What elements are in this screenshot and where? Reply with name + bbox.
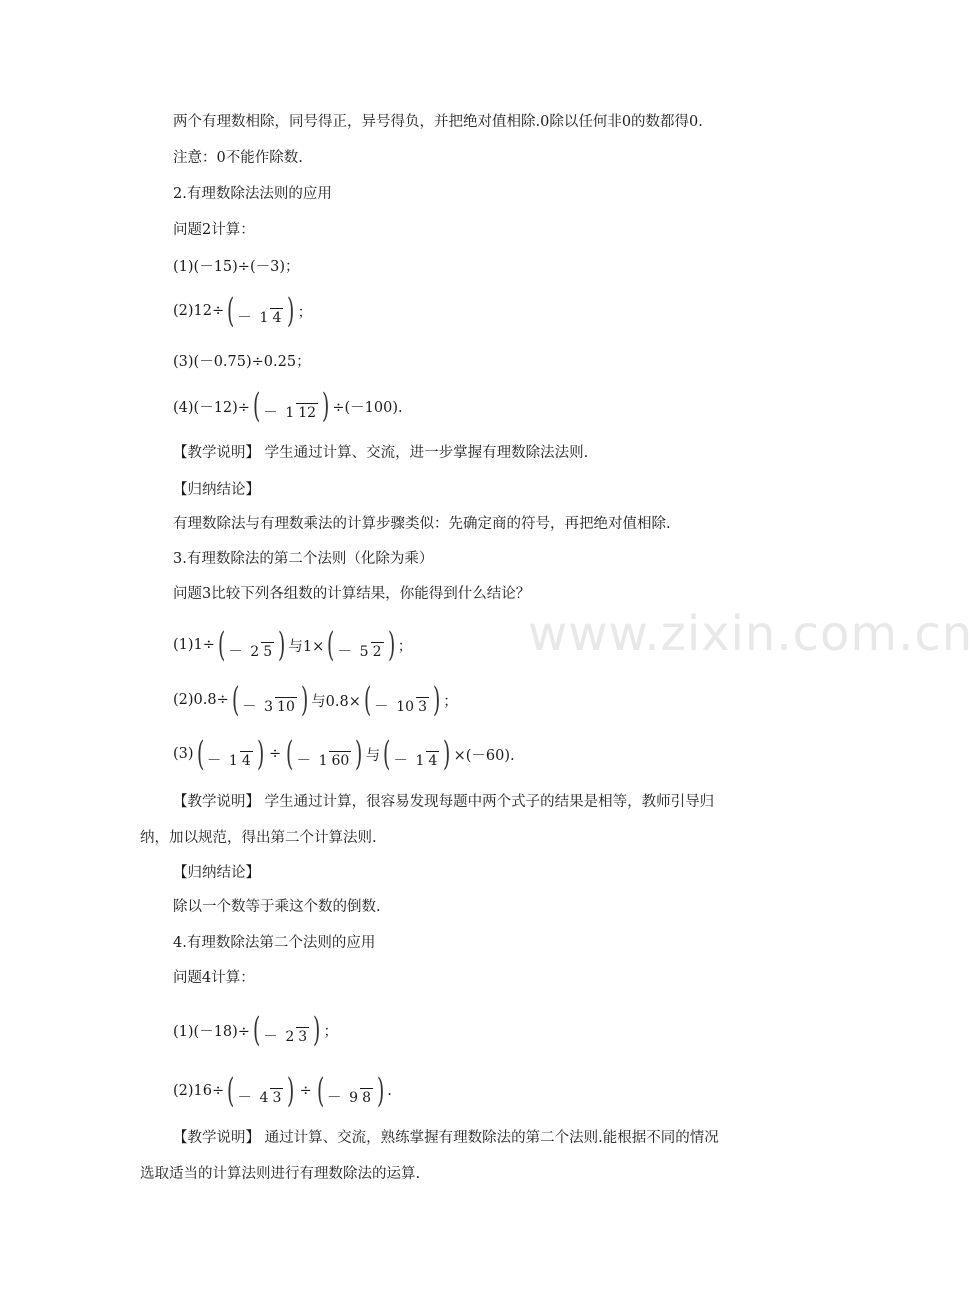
fraction: 5 2 xyxy=(359,644,382,660)
fraction: 3 10 xyxy=(264,699,295,715)
watermark: www.zixin.com.cn xyxy=(528,606,973,662)
problem-2-item-3: (3)(－0.75)÷0.25； xyxy=(173,354,311,370)
fraction: 4 3 xyxy=(259,1090,282,1106)
fraction: 1 12 xyxy=(285,405,317,421)
fraction: 1 4 xyxy=(415,753,438,769)
problem-4-item-1: (1)(－18)÷ ( － 2 3 ) ； xyxy=(173,1010,338,1050)
fraction: 9 8 xyxy=(349,1090,371,1106)
problem-2-heading: 问题2计算： xyxy=(173,222,255,238)
summary-text-2: 除以一个数等于乘这个数的倒数. xyxy=(173,899,381,915)
teaching-note-2-line-2: 纳，加以规范，得出第二个计算法则. xyxy=(140,830,377,846)
section-heading-3: 3.有理数除法的第二个法则（化除为乘） xyxy=(173,551,434,567)
teaching-note-2-line-1: 【教学说明】 学生通过计算，很容易发现每题中两个式子的结果是相等，教师引导归 xyxy=(173,794,715,810)
summary-text-1: 有理数除法与有理数乘法的计算步骤类似：先确定商的符号，再把绝对值相除. xyxy=(173,516,671,532)
teaching-note-3-line-2: 选取适当的计算法则进行有理数除法的运算. xyxy=(140,1166,421,1182)
summary-heading-2: 【归纳结论】 xyxy=(173,865,260,881)
problem-3-item-3: (3) ( － 1 4 ) ÷ ( － 1 60 ) 与 ( － 1 4 ) ×(－60). xyxy=(173,734,515,774)
fraction: 2 5 xyxy=(250,644,273,660)
fraction: 1 60 xyxy=(318,753,350,769)
summary-heading-1: 【归纳结论】 xyxy=(173,482,260,498)
problem-4-item-2: (2)16÷ ( － 4 3 ) ÷ ( － 9 8 ) . xyxy=(173,1071,392,1111)
fraction: 1 4 xyxy=(259,310,282,326)
problem-3-heading: 问题3比较下列各组数的计算结果，你能得到什么结论？ xyxy=(173,586,531,602)
problem-3-item-1: (1)1÷ ( － 2 5 ) 与1× ( － 5 2 ) ； xyxy=(173,625,413,665)
problem-3-item-2: (2)0.8÷ ( － 3 10 ) 与0.8× ( － 10 3 ) ； xyxy=(173,680,458,720)
rule-text: 两个有理数相除，同号得正，异号得负，并把绝对值相除.0除以任何非0的数都得0. xyxy=(173,114,703,130)
problem-2-item-2: (2)12÷ ( － 1 4 ) ； xyxy=(173,291,313,331)
problem-4-heading: 问题4计算： xyxy=(173,970,255,986)
section-heading-4: 4.有理数除法第二个法则的应用 xyxy=(173,935,376,951)
teaching-note-3-line-1: 【教学说明】 通过计算、交流，熟练掌握有理数除法的第二个法则.能根据不同的情况 xyxy=(173,1130,719,1146)
problem-2-item-1: (1)(－15)÷(－3)； xyxy=(173,259,300,275)
note-text: 注意：0不能作除数. xyxy=(173,150,303,166)
fraction: 2 3 xyxy=(285,1029,308,1045)
section-heading-2: 2.有理数除法法则的应用 xyxy=(173,186,332,202)
fraction: 1 4 xyxy=(228,753,251,769)
fraction: 10 3 xyxy=(396,699,427,715)
problem-2-item-4: (4)(－12)÷ ( － 1 12 ) ÷(－100). xyxy=(173,386,403,426)
teaching-note-1: 【教学说明】 学生通过计算、交流，进一步掌握有理数除法法则. xyxy=(173,445,589,461)
